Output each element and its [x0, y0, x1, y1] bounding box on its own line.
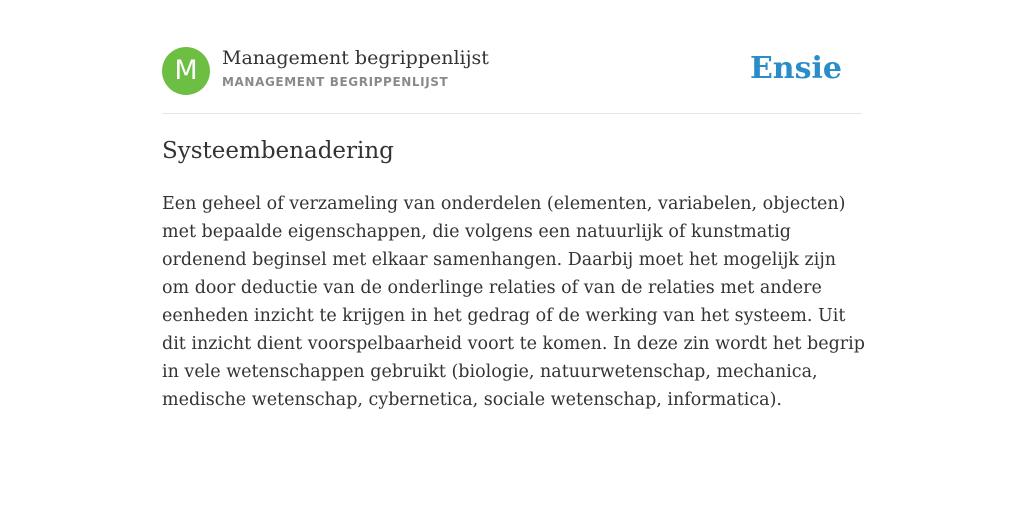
glossary-title[interactable]: Management begrippenlijst	[222, 47, 489, 69]
avatar[interactable]: M	[162, 47, 210, 95]
ensie-logo[interactable]: Ensie	[749, 51, 842, 86]
glossary-subtitle: MANAGEMENT BEGRIPPENLIJST	[222, 75, 449, 89]
header	[162, 47, 862, 95]
entry-term: Systeembenadering	[162, 138, 394, 164]
divider	[162, 113, 862, 114]
entry-definition: Een geheel of verzameling van onderdelen (elementen, variabelen, objecten) met bepaalde eigenschappen, die volgens een natuurlijk of kunstmatig ordenend beginsel met elkaar samenhangen. Daarbij moet het mogelijk zijn om door deductie van de onderlinge relaties of van de relaties met andere eenheden inzicht te krijgen in het gedrag of de werking van het systeem. Uit dit inzicht dient voorspelbaarheid voort te komen. In deze zin wordt het begrip in vele wetenschappen gebruikt (biologie, natuurwetenschap, mechanica, medische wetenschap, cybernetica, sociale wetenschap, informatica).	[162, 194, 865, 410]
